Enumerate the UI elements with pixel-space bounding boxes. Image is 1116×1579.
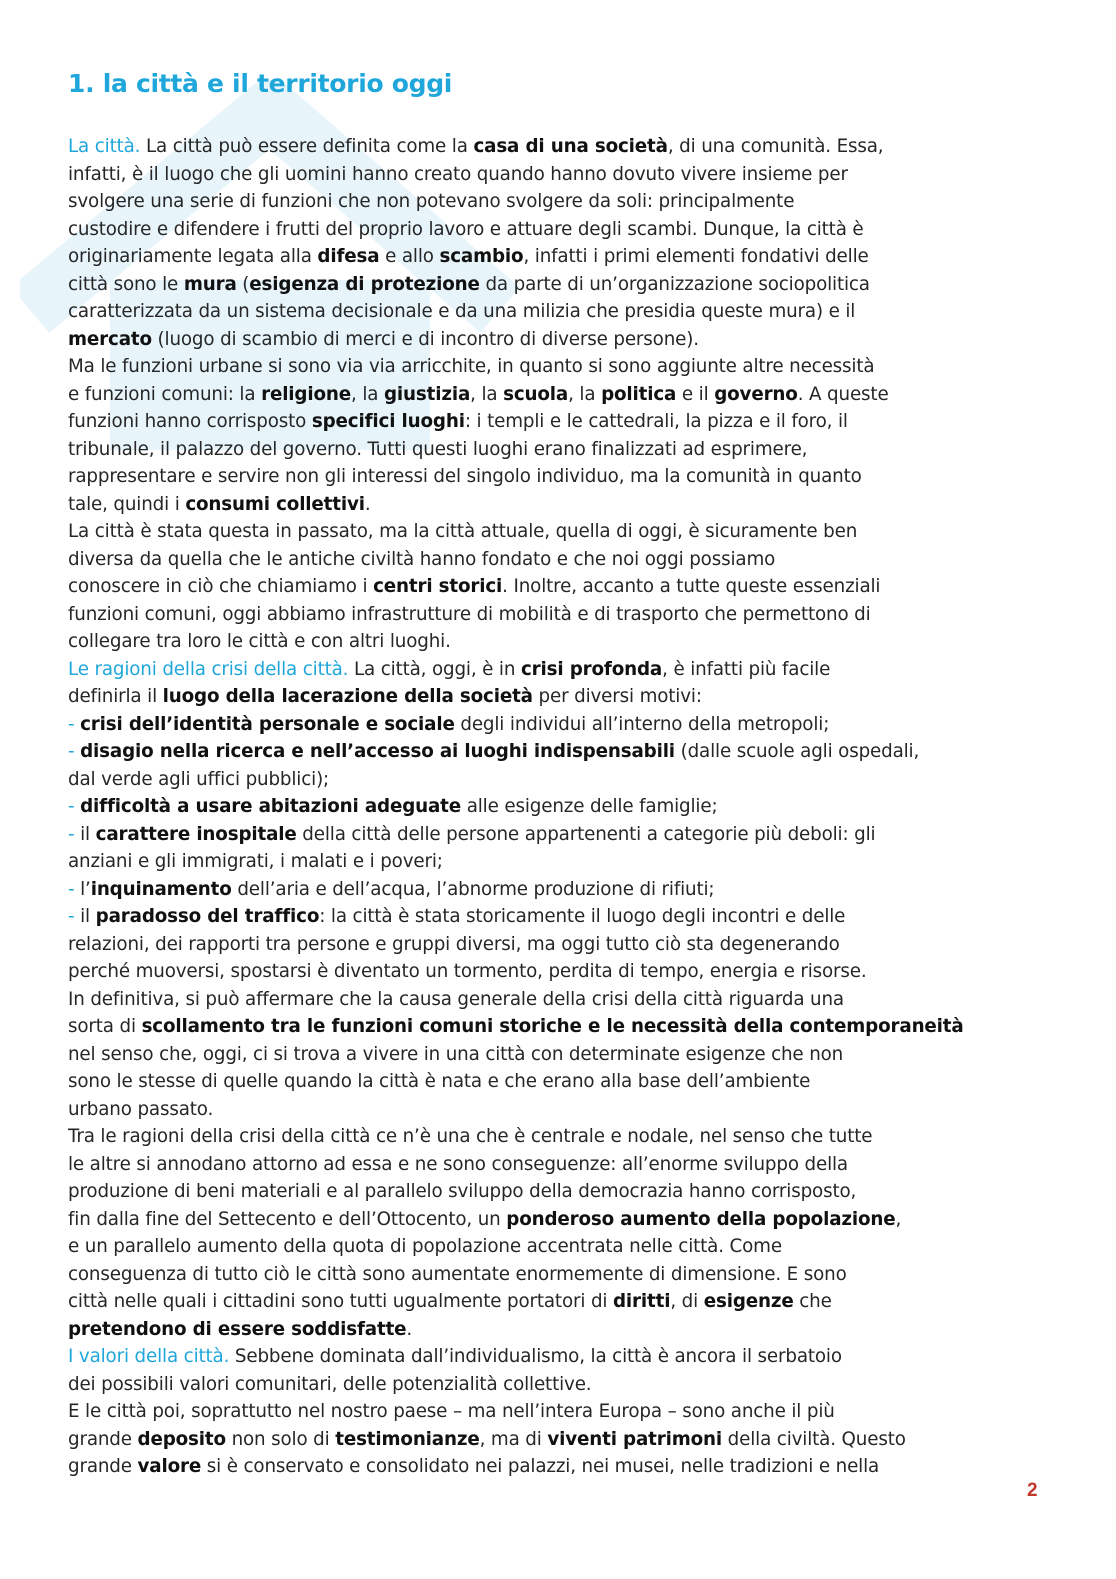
bold-text: difficoltà a usare abitazioni adeguate xyxy=(80,796,462,817)
text-run: . xyxy=(364,493,371,515)
accent-text: - xyxy=(68,906,81,927)
text-run: Tra le ragioni della crisi della città ce n’è una che è centrale e nodale, nel senso che tutte xyxy=(68,1126,873,1147)
text-line xyxy=(68,876,1058,904)
text-run: (dalle scuole agli ospedali, xyxy=(674,741,920,762)
text-run: , la xyxy=(470,383,504,405)
text-line xyxy=(68,1316,1058,1344)
text-run: La città, oggi, è in xyxy=(348,658,521,680)
text-line xyxy=(68,1233,1058,1261)
bold-text: pretendono di essere soddisfatte xyxy=(68,1318,407,1340)
page-number: 2 xyxy=(1027,1480,1038,1501)
text-line xyxy=(68,903,1058,931)
accent-text: Le ragioni della crisi della città. xyxy=(68,658,349,680)
text-line xyxy=(68,463,1058,491)
accent-text: - xyxy=(68,741,81,762)
text-run: da parte di un’organizzazione sociopolitica xyxy=(479,273,870,295)
text-run: , la xyxy=(351,383,384,405)
text-run: infatti, è il luogo che gli uomini hanno creato quando hanno dovuto vivere insieme per xyxy=(68,163,848,185)
bold-text: valore xyxy=(137,1456,202,1477)
text-line xyxy=(68,1068,1058,1096)
text-run: In definitiva, si può affermare che la causa generale della crisi della città riguarda una xyxy=(68,988,844,1010)
text-run: : la città è stata storicamente il luogo degli incontri e delle xyxy=(319,906,846,927)
text-run: le altre si annodano attorno ad essa e ne sono conseguenze: all’enorme sviluppo della xyxy=(68,1153,848,1175)
text-run: dei possibili valori comunitari, delle potenzialità collettive. xyxy=(68,1373,592,1395)
text-line xyxy=(68,491,1058,519)
text-line xyxy=(68,1096,1058,1124)
text-run: urbano passato. xyxy=(68,1098,214,1120)
text-run: grande xyxy=(68,1456,138,1477)
text-line xyxy=(68,1343,1058,1371)
bold-text: scambio xyxy=(439,246,524,267)
text-run: E le città poi, soprattutto nel nostro paese – ma nell’intera Europa – sono anche il più xyxy=(68,1401,835,1422)
text-line xyxy=(68,1178,1058,1206)
text-run: . A queste xyxy=(797,383,889,405)
text-run: funzioni hanno corrisposto xyxy=(68,411,312,432)
text-run: Ma le funzioni urbane si sono via via arricchite, in quanto si sono aggiunte altre necessità xyxy=(68,356,875,377)
text-line xyxy=(68,326,1058,354)
text-run: diversa da quella che le antiche civiltà hanno fondato e che noi oggi possiamo xyxy=(68,548,776,570)
bold-text: giustizia xyxy=(383,383,471,405)
text-run: grande xyxy=(68,1428,138,1450)
text-run: fin dalla fine del Settecento e dell’Ottocento, un xyxy=(68,1208,507,1230)
text-run: sorta di xyxy=(68,1016,142,1037)
text-line xyxy=(68,353,1058,381)
bold-text: testimonianze xyxy=(335,1428,480,1450)
text-line xyxy=(68,1041,1058,1069)
text-line xyxy=(68,986,1058,1014)
text-run: e allo xyxy=(379,246,440,267)
text-run: non solo di xyxy=(225,1428,336,1450)
text-line xyxy=(68,216,1058,244)
bold-text: governo xyxy=(714,383,798,405)
bold-text: deposito xyxy=(137,1428,226,1450)
bold-text: carattere inospitale xyxy=(95,823,297,845)
text-run: . xyxy=(406,1318,413,1340)
page-title: 1. la città e il territorio oggi xyxy=(68,69,453,98)
text-run: , di xyxy=(670,1291,704,1312)
text-run: funzioni comuni, oggi abbiamo infrastrutture di mobilità e di trasporto che permettono di xyxy=(68,603,871,625)
text-run: tale, quindi i xyxy=(68,493,186,515)
accent-text: - xyxy=(68,713,81,735)
bold-text: luogo della lacerazione della società xyxy=(162,686,533,707)
bold-text: disagio nella ricerca e nell’accesso ai luoghi indispensabili xyxy=(80,741,675,762)
text-line xyxy=(68,958,1058,986)
text-run: tribunale, il palazzo del governo. Tutti questi luoghi erano finalizzati ad esprimere, xyxy=(68,438,808,460)
text-run: della città delle persone appartenenti a categorie più deboli: gli xyxy=(296,823,876,845)
text-line xyxy=(68,1426,1058,1454)
text-run: dell’aria e dell’acqua, l’abnorme produzione di rifiuti; xyxy=(231,878,715,900)
text-run: : i templi e le cattedrali, la pizza e il foro, il xyxy=(464,411,848,432)
text-line xyxy=(68,271,1058,299)
text-line xyxy=(68,573,1058,601)
text-run: collegare tra loro le città e con altri luoghi. xyxy=(68,631,451,652)
bold-text: inquinamento xyxy=(90,878,232,900)
bold-text: ponderoso aumento della popolazione xyxy=(506,1208,896,1230)
text-line xyxy=(68,188,1058,216)
bold-text: esigenza di protezione xyxy=(249,273,480,295)
text-run: sono le stesse di quelle quando la città è nata e che erano alla base dell’ambiente xyxy=(68,1071,811,1092)
bold-text: esigenze xyxy=(703,1291,794,1312)
text-run: La città può essere definita come la xyxy=(140,136,474,157)
text-line xyxy=(68,738,1058,766)
text-line xyxy=(68,1261,1058,1289)
text-run: conseguenza di tutto ciò le città sono aumentate enormemente di dimensione. E sono xyxy=(68,1263,847,1285)
text-line xyxy=(68,161,1058,189)
text-run: per diversi motivi: xyxy=(532,686,702,707)
text-line xyxy=(68,1123,1058,1151)
text-run: e funzioni comuni: la xyxy=(68,383,262,405)
bold-text: scollamento tra le funzioni comuni storiche e le necessità della contemporaneità xyxy=(141,1016,964,1037)
text-run: conoscere in ciò che chiamiamo i xyxy=(68,576,374,597)
accent-text: I valori della città. xyxy=(68,1346,230,1367)
accent-text: - xyxy=(68,823,81,845)
text-run: definirla il xyxy=(68,686,163,707)
text-run: , ma di xyxy=(479,1428,548,1450)
text-run: ( xyxy=(236,273,250,295)
text-run: originariamente legata alla xyxy=(68,246,318,267)
bold-text: consumi collettivi xyxy=(185,493,365,515)
text-line xyxy=(68,601,1058,629)
text-run: rappresentare e servire non gli interessi del singolo individuo, ma la comunità in quanto xyxy=(68,466,862,487)
bold-text: mura xyxy=(183,273,237,295)
bold-text: casa di una società xyxy=(473,136,668,157)
text-run: , di una comunità. Essa, xyxy=(667,136,884,157)
text-line xyxy=(68,133,1058,161)
text-run: . Inoltre, accanto a tutte queste essenziali xyxy=(502,576,881,597)
text-line xyxy=(68,1398,1058,1426)
text-line xyxy=(68,711,1058,739)
text-line xyxy=(68,1371,1058,1399)
text-line xyxy=(68,243,1058,271)
bold-text: mercato xyxy=(68,328,152,350)
text-run: e il xyxy=(676,383,715,405)
text-run: , è infatti più facile xyxy=(662,658,831,680)
text-run: produzione di beni materiali e al parallelo sviluppo della democrazia hanno corrisposto, xyxy=(68,1181,857,1202)
bold-text: scuola xyxy=(503,383,569,405)
bold-text: religione xyxy=(261,383,352,405)
text-run: , xyxy=(895,1208,902,1230)
text-run: della civiltà. Questo xyxy=(722,1428,906,1450)
text-run: svolgere una serie di funzioni che non potevano svolgere da soli: principalmente xyxy=(68,191,795,212)
text-line xyxy=(68,931,1058,959)
text-run: città nelle quali i cittadini sono tutti ugualmente portatori di xyxy=(68,1291,613,1312)
text-run: alle esigenze delle famiglie; xyxy=(461,796,718,817)
text-line xyxy=(68,683,1058,711)
text-run: l’ xyxy=(80,878,91,900)
text-line xyxy=(68,381,1058,409)
text-line xyxy=(68,408,1058,436)
body-text xyxy=(68,133,1058,1481)
text-line xyxy=(68,1453,1058,1481)
text-run: città sono le xyxy=(68,273,184,295)
text-run: , infatti i primi elementi fondativi delle xyxy=(523,246,869,267)
text-run: si è conservato e consolidato nei palazzi, nei musei, nelle tradizioni e nella xyxy=(201,1456,880,1477)
bold-text: crisi profonda xyxy=(520,658,663,680)
text-run: custodire e difendere i frutti del proprio lavoro e attuare degli scambi. Dunque, la città è xyxy=(68,218,864,240)
text-run: Sebbene dominata dall’individualismo, la città è ancora il serbatoio xyxy=(229,1346,842,1367)
accent-text: - xyxy=(68,796,81,817)
text-run: La città è stata questa in passato, ma la città attuale, quella di oggi, è sicuramente ben xyxy=(68,521,858,542)
text-run: anziani e gli immigrati, i malati e i poveri; xyxy=(68,851,443,872)
text-line xyxy=(68,1013,1058,1041)
text-run: il xyxy=(80,823,96,845)
text-line xyxy=(68,518,1058,546)
text-run: degli individui all’interno della metropoli; xyxy=(454,713,830,735)
bold-text: viventi patrimoni xyxy=(547,1428,723,1450)
text-line xyxy=(68,546,1058,574)
text-run: che xyxy=(793,1291,832,1312)
text-run: nel senso che, oggi, ci si trova a vivere in una città con determinate esigenze che non xyxy=(68,1043,844,1065)
text-run: relazioni, dei rapporti tra persone e gruppi diversi, ma oggi tutto ciò sta degenerando xyxy=(68,933,840,955)
accent-text: La città. xyxy=(68,136,141,157)
bold-text: difesa xyxy=(317,246,380,267)
text-line xyxy=(68,1288,1058,1316)
text-line xyxy=(68,1151,1058,1179)
text-line xyxy=(68,821,1058,849)
bold-text: crisi dell’identità personale e sociale xyxy=(80,713,455,735)
text-run: caratterizzata da un sistema decisionale e da una milizia che presidia queste mura) e il xyxy=(68,301,856,322)
text-line xyxy=(68,628,1058,656)
bold-text: diritti xyxy=(613,1291,671,1312)
text-run: (luogo di scambio di merci e di incontro di diverse persone). xyxy=(151,328,699,350)
text-line xyxy=(68,793,1058,821)
accent-text: - xyxy=(68,878,81,900)
text-run: , la xyxy=(568,383,602,405)
text-line xyxy=(68,848,1058,876)
text-line xyxy=(68,298,1058,326)
text-line xyxy=(68,1206,1058,1234)
text-line xyxy=(68,436,1058,464)
text-line xyxy=(68,656,1058,684)
bold-text: specifici luoghi xyxy=(311,411,465,432)
text-run: e un parallelo aumento della quota di popolazione accentrata nelle città. Come xyxy=(68,1236,782,1257)
bold-text: paradosso del traffico xyxy=(95,906,320,927)
bold-text: politica xyxy=(601,383,677,405)
text-run: perché muoversi, spostarsi è diventato un tormento, perdita di tempo, energia e risorse. xyxy=(68,961,867,982)
text-line xyxy=(68,766,1058,794)
text-run: il xyxy=(80,906,96,927)
text-run: dal verde agli uffici pubblici); xyxy=(68,768,330,790)
bold-text: centri storici xyxy=(373,576,503,597)
